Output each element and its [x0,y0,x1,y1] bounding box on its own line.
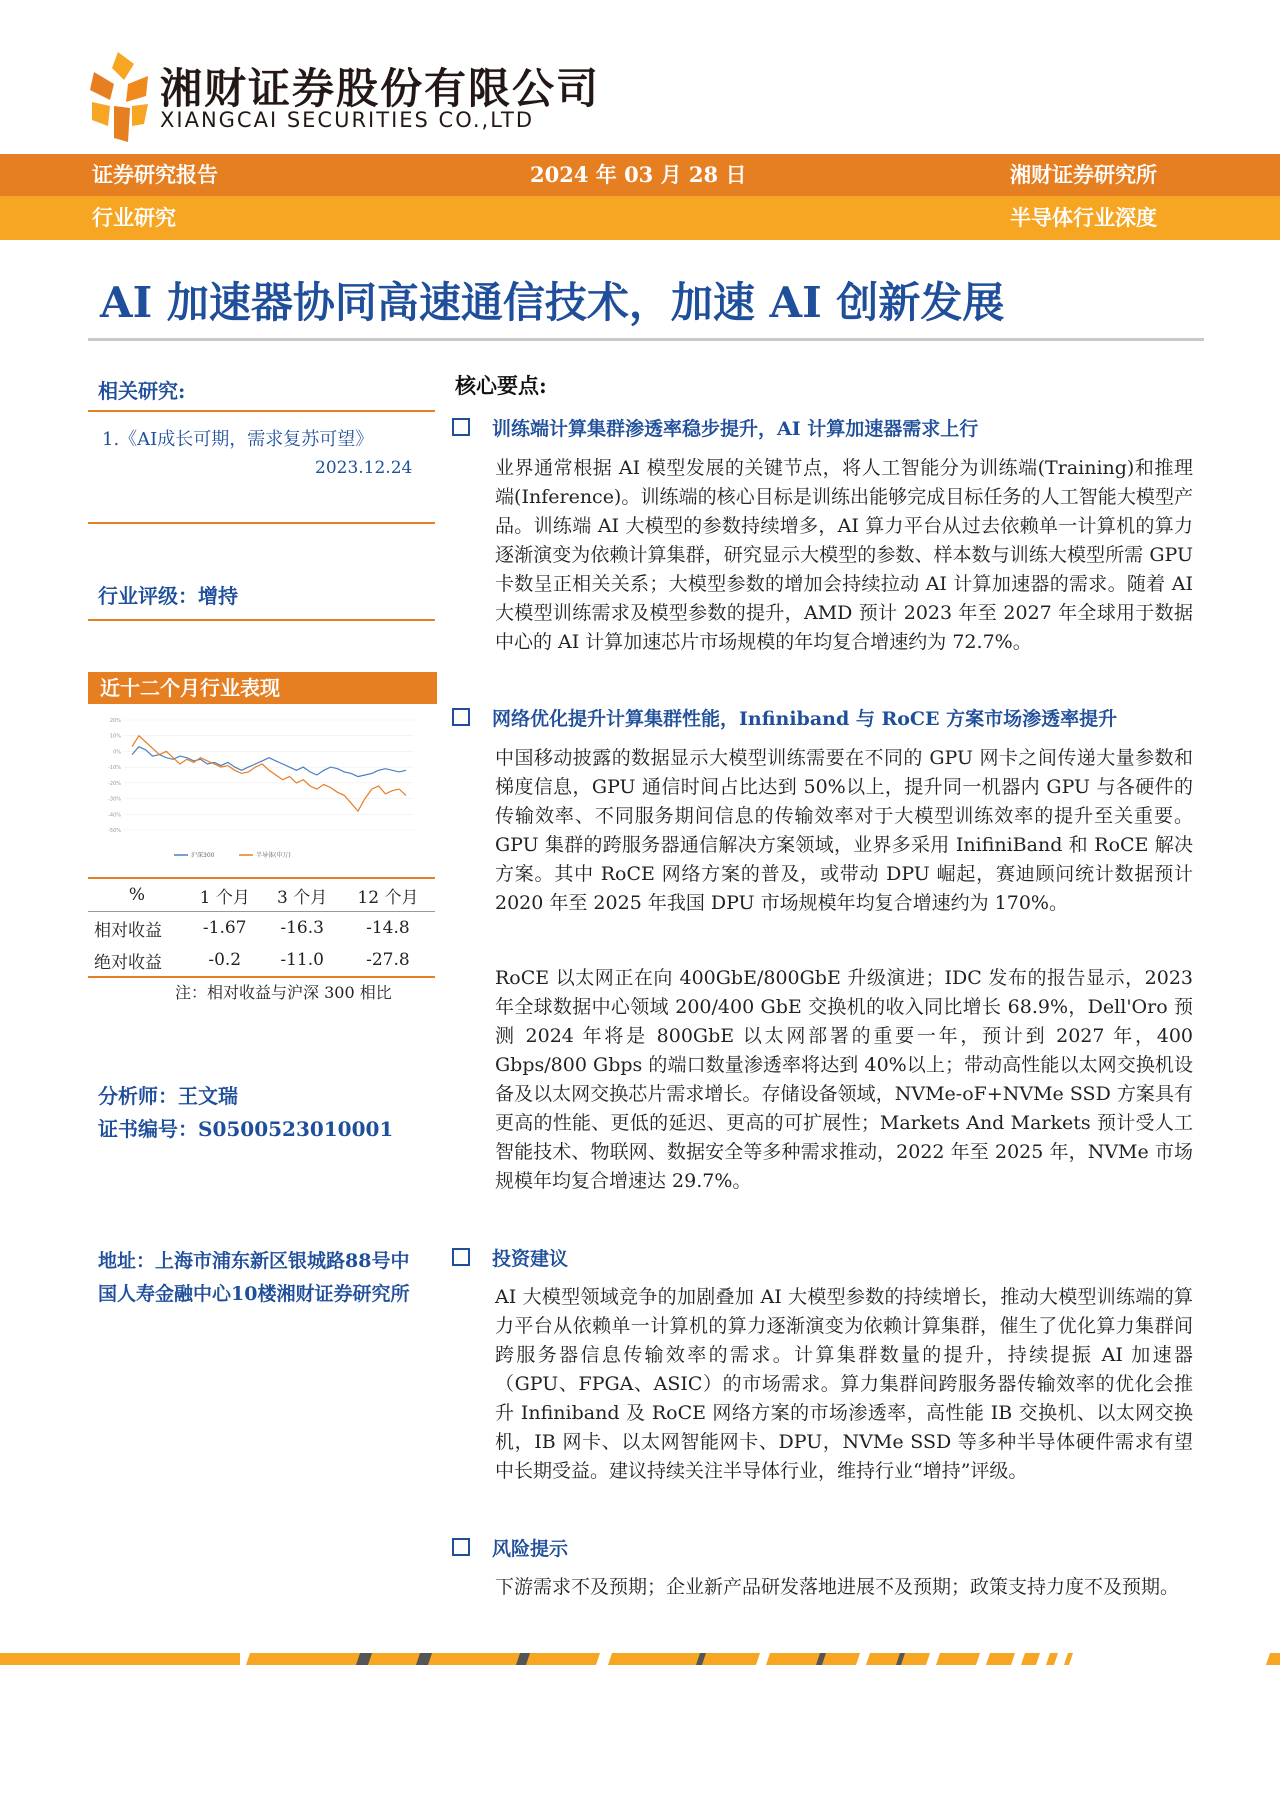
chart-legend-label: 半导体(申万) [256,852,291,859]
checkbox-bullet-icon [452,1538,470,1556]
section-heading-training [452,414,978,441]
paragraph: 下游需求不及预期；企业新产品研发落地进展不及预期；政策支持力度不及预期。 [495,1576,1180,1598]
chart-y-tick: -50% [108,828,121,834]
institute-name: 湘财证券研究所 [1010,162,1157,187]
table-cell: 绝对收益 [94,952,162,973]
table-header: 3 个月 [277,887,328,908]
section-title: 风险提示 [492,1538,569,1560]
table-row [88,912,435,945]
performance-chart [96,712,426,872]
related-rule-bottom [88,522,435,524]
table-cell: -1.67 [202,918,247,938]
checkbox-bullet-icon [452,708,470,726]
report-subcategory: 半导体行业深度 [1010,205,1157,230]
analyst-name: 分析师：王文瑞 [98,1084,238,1108]
header-band-primary [0,154,1280,196]
footer-stripe [0,1653,1280,1665]
section-title: 训练端计算集群渗透率稳步提升，AI 计算加速器需求上行 [492,418,979,440]
chart-y-tick: 10% [109,733,121,740]
certificate-number: 证书编号：S0500523010001 [98,1117,394,1141]
performance-note: 注：相对收益与沪深 300 相比 [175,983,392,1002]
related-research-date: 2023.12.24 [315,458,413,478]
chart-y-tick: 20% [109,718,121,724]
chart-y-tick: -40% [108,812,121,819]
company-name-cn: 湘财证券股份有限公司 [160,64,601,113]
section-title: 网络优化提升计算集群性能，Infiniband 与 RoCE 方案市场渗透率提升 [492,708,1118,730]
chart-series-line [132,736,406,811]
section-heading-risk [452,1534,568,1561]
company-address: 地址：上海市浦东新区银城路88号中国人寿金融中心10楼湘财证券研究所 [98,1250,410,1305]
table-header: 12 个月 [357,887,419,908]
report-category: 行业研究 [92,205,176,230]
performance-title: 近十二个月行业表现 [100,676,280,700]
related-research-label: 相关研究: [98,379,186,403]
table-cell: 相对收益 [94,920,162,941]
rating-rule [88,619,435,621]
industry-rating: 行业评级：增持 [98,584,238,608]
paragraph: AI 大模型领域竞争的加剧叠加 AI 大模型参数的持续增长，推动大模型训练端的算力平台从依赖单一计算机的算力逐渐演变为依赖计算集群，催生了优化算力集群间跨服务器信息传输效率的需求。计算集群数量的提升，持续提振 AI 加速器（GPU、FPGA、ASIC）的市场需求。算力集群间跨服务器传输效率的优化会推升 Infiniband 及 RoCE 网络方案的市场渗透率，高性能 IB 交换机、以太网交换机，IB 网卡、以太网智能网卡、DPU，NVMe SSD 等多种半导体硬件需求有望中长期受益。建议持续关注半导体行业，维持行业“增持”评级。 [495,1286,1193,1482]
table-cell: -0.2 [208,950,242,970]
table-row [88,944,435,977]
chart-y-tick: -10% [108,765,121,772]
report-date: 2024 年 03 月 28 日 [530,162,747,187]
chart-y-tick: -30% [108,796,121,803]
section-title: 投资建议 [492,1248,569,1270]
company-name-en: XIANGCAI SECURITIES CO.,LTD [160,108,535,132]
checkbox-bullet-icon [452,418,470,436]
related-research-link[interactable]: 1.《AI成长可期，需求复苏可望》 [102,429,374,450]
chart-y-tick: -20% [108,780,121,787]
core-points-heading: 核心要点: [455,373,547,398]
checkbox-bullet-icon [452,1248,470,1266]
table-cell: -27.8 [366,950,410,970]
paragraph: RoCE 以太网正在向 400GbE/800GbE 升级演进；IDC 发布的报告显示，2023 年全球数据中心领域 200/400 GbE 交换机的收入同比增长 68.9%，Dell'Oro 预测 2024 年将是 800GbE 以太网部署的重要一年，预计到 2027 年，400 Gbps/800 Gbps 的端口数量渗透率将达到 40%以上；带动高性能以太网交换机设备及以太网交换芯片需求增长。存储设备领域，NVMe-oF+NVMe SSD 方案具有更高的性能、更低的延迟、更高的可扩展性；Markets And Markets 预计受人工智能技术、物联网、数据安全等多种需求推动，2022 年至 2025 年，NVMe 市场规模年均复合增速达 29.7%。 [495,967,1193,1192]
company-logo-mark [88,50,150,146]
performance-table [88,877,435,978]
title-divider [88,338,1204,341]
table-cell: -14.8 [366,918,410,938]
performance-title-bar [88,672,437,704]
report-type: 证券研究报告 [92,162,218,187]
table-header: 1 个月 [199,887,250,908]
chart-y-tick: 0% [113,749,121,756]
table-header: % [128,885,146,905]
paragraph: 业界通常根据 AI 模型发展的关键节点，将人工智能分为训练端(Training)和推理端(Inference)。训练端的核心目标是训练出能够完成目标任务的人工智能大模型产品。训练端 AI 大模型的参数持续增多，AI 算力平台从过去依赖单一计算机的算力逐渐演变为依赖计算集群，研究显示大模型的参数、样本数与训练大模型所需 GPU 卡数呈正相关关系；大模型参数的增加会持续拉动 AI 计算加速器的需求。随着 AI 大模型训练需求及模型参数的提升，AMD 预计 2023 年至 2027 年全球用于数据中心的 AI 计算加速芯片市场规模的年均复合增速约为 72.7%。 [495,457,1193,653]
paragraph: 中国移动披露的数据显示大模型训练需要在不同的 GPU 网卡之间传递大量参数和梯度信息，GPU 通信时间占比达到 50%以上，提升同一机器内 GPU 与各硬件的传输效率、不同服务期间信息的传输效率对于大模型训练效率的提升至关重要。GPU 集群的跨服务器通信解决方案领域，业界多采用 InifiniBand 和 RoCE 解决方案。其中 RoCE 网络方案的普及，或带动 DPU 崛起，赛迪顾问统计数据预计 2020 年至 2025 年我国 DPU 市场规模年均复合增速约为 170%。 [495,747,1193,914]
table-header-row [88,878,435,912]
chart-legend-label: 沪深300 [191,852,215,859]
header-band-secondary [0,196,1280,240]
report-title: AI 加速器协同高速通信技术，加速 AI 创新发展 [100,278,1005,327]
table-cell: -11.0 [280,950,324,970]
related-rule-top [88,410,435,412]
section-heading-investment [452,1244,568,1271]
table-cell: -16.3 [280,918,324,938]
section-heading-network [452,704,1117,731]
